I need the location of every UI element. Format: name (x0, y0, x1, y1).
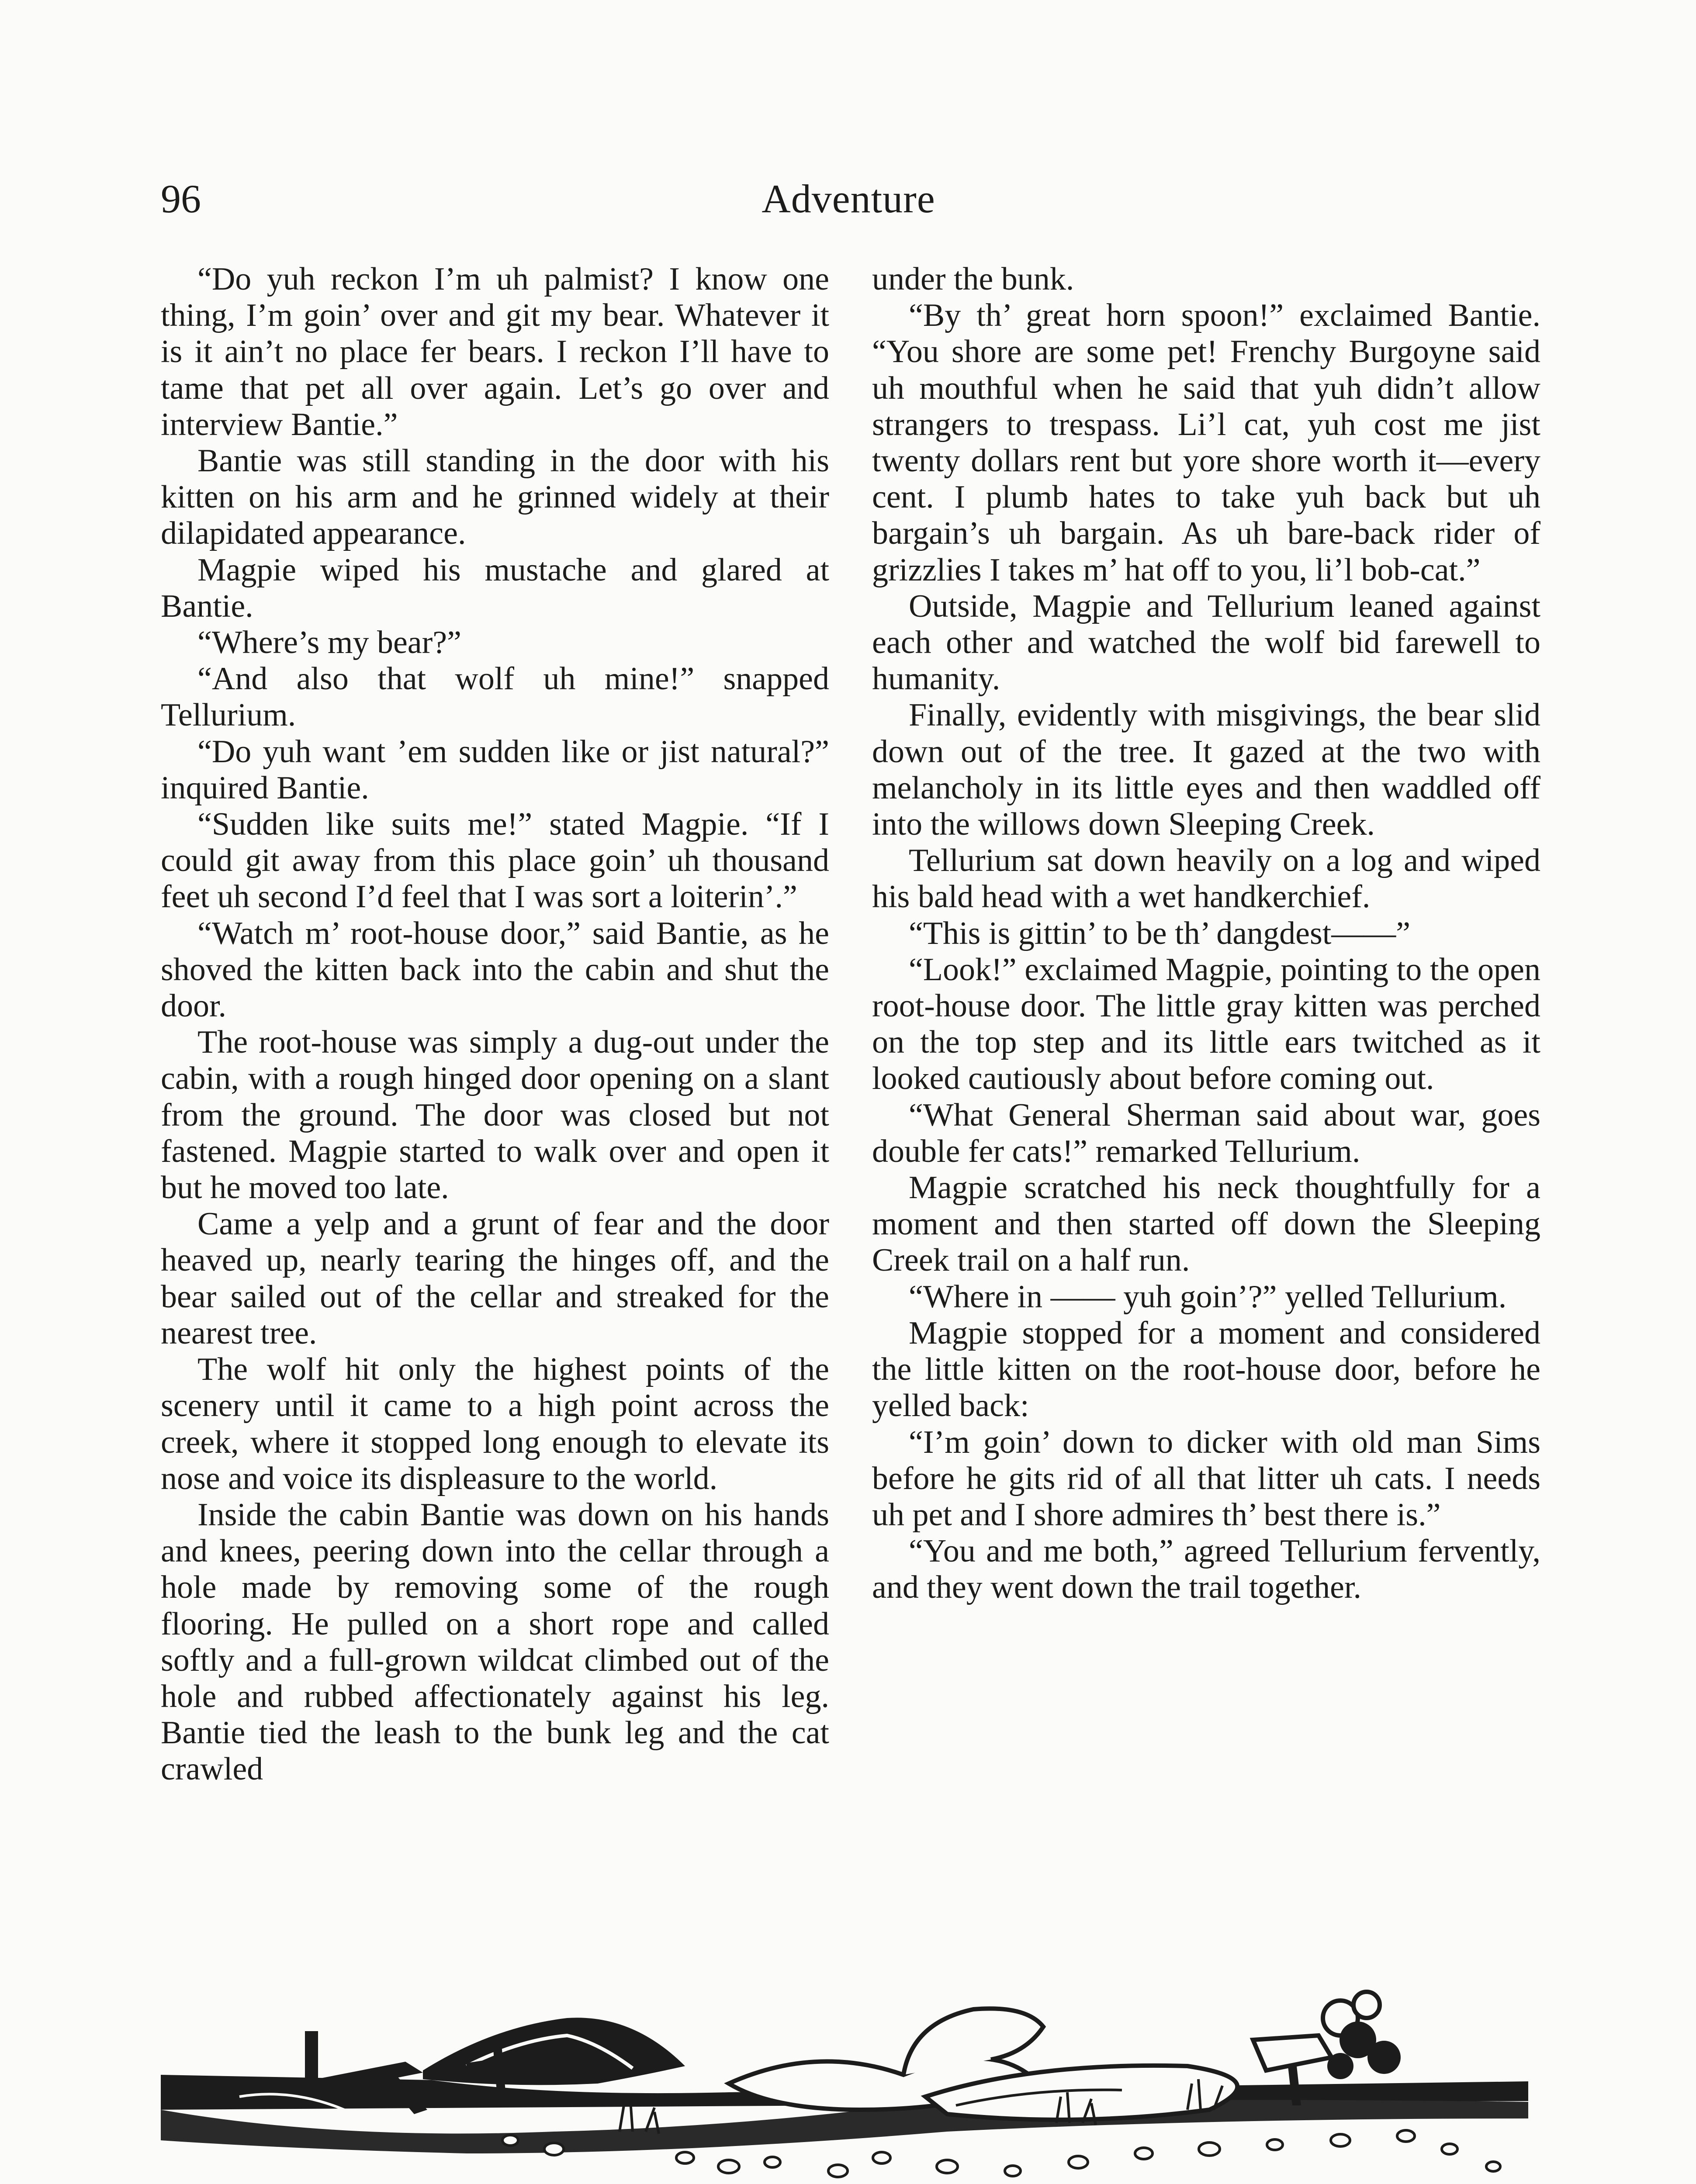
page-number: 96 (161, 176, 201, 221)
paragraph: Magpie scratched his neck thoughtfully for a moment and then started off down the Sleeping Creek trail on a half run. (872, 1170, 1540, 1279)
paragraph: Magpie wiped his mustache and glared at Bantie. (161, 552, 829, 624)
page-header (161, 173, 1536, 229)
paragraph: “Do yuh want ’em sudden like or jist natural?” inquired Bantie. (161, 733, 829, 806)
paragraph: The wolf hit only the highest points of the scenery until it came to a high point across the creek, where it stopped long enough to elevate its nose and voice its displeasure to the world. (161, 1351, 829, 1496)
paragraph: “Sudden like suits me!” stated Magpie. “If I could git away from this place goin’ uh thousand feet uh second I’d feel that I was sort a loiterin’.” (161, 806, 829, 915)
paragraph: “Where in —— yuh goin’?” yelled Tellurium. (909, 1279, 1507, 1315)
paragraph: Finally, evidently with misgivings, the bear slid down out of the tree. It gazed at the two with melancholy in its little eyes and then waddled off into the willows down Sleeping Creek. (872, 697, 1540, 843)
paragraph: “You and me both,” agreed Tellurium fervently, and they went down the trail together. (872, 1533, 1540, 1606)
paragraph: “Where’s my bear?” (197, 625, 461, 661)
running-title: Adventure (761, 176, 935, 221)
paragraph: “What General Sherman said about war, goes double fer cats!” remarked Tellurium. (872, 1097, 1540, 1169)
paragraph: Bantie was still standing in the door with his kitten on his arm and he grinned widely at their dilapidated appearance. (161, 443, 829, 552)
paragraph: under the bunk. (872, 261, 1074, 297)
paragraph: Tellurium sat down heavily on a log and wiped his bald head with a wet handkerchief. (872, 843, 1540, 915)
paragraph: Inside the cabin Bantie was down on his hands and knees, peering down into the cellar through a hole made by removing some of the rough flooring. He pulled on a short rope and called softly and a full-grown wildcat climbed out of the hole and rubbed affectionately against his leg. Bantie tied the leash to the bunk leg and the cat crawled (161, 1496, 829, 1787)
paragraph: “Look!” exclaimed Magpie, pointing to the open root-house door. The little gray kitten was perched on the top step and its little ears twitched as it looked cautiously about before coming out. (872, 951, 1540, 1097)
left-text-column (161, 261, 829, 1788)
paragraph: “By th’ great horn spoon!” exclaimed Bantie. “You shore are some pet! Frenchy Burgoyne said uh mouthful when he said that yuh didn’t allow strangers to trespass. Li’l cat, yuh cost me jist twenty dollars rent but yore shore worth it—every cent. I plumb hates to take yuh back but uh bargain’s uh bargain. As uh bare-back rider of grizzlies I takes m’ hat off to you, li’l bob-cat.” (872, 297, 1540, 588)
right-text-column (872, 261, 1540, 1606)
paragraph: Outside, Magpie and Tellurium leaned against each other and watched the wolf bid farewell to humanity. (872, 588, 1540, 697)
paragraph: “And also that wolf uh mine!” snapped Tellurium. (161, 661, 829, 733)
paragraph: The root-house was simply a dug-out under the cabin, with a rough hinged door opening on a slant from the ground. The door was closed but not fastened. Magpie started to walk over and open it but he moved too late. (161, 1024, 829, 1206)
paragraph: “This is gittin’ to be th’ dangdest——” (909, 915, 1411, 951)
paragraph: Magpie stopped for a moment and considered the little kitten on the root-house door, before he yelled back: (872, 1315, 1540, 1424)
paragraph: Came a yelp and a grunt of fear and the door heaved up, nearly tearing the hinges off, and the bear sailed out of the cellar and streaked for the nearest tree. (161, 1206, 829, 1351)
paragraph: “Do yuh reckon I’m uh palmist? I know one thing, I’m goin’ over and git my bear. Whatever it is it ain’t no place fer bears. I reckon I’ll have to tame that pet all over again. Let’s go over and interview Bantie.” (161, 261, 829, 442)
paragraph: “I’m goin’ down to dicker with old man Sims before he gits rid of all that litter uh cats. I needs uh pet and I shore admires th’ best there is.” (872, 1424, 1540, 1533)
paragraph: “Watch m’ root-house door,” said Bantie, as he shoved the kitten back into the cabin and shut the door. (161, 915, 829, 1024)
landscape-illustration (161, 1966, 1528, 2184)
